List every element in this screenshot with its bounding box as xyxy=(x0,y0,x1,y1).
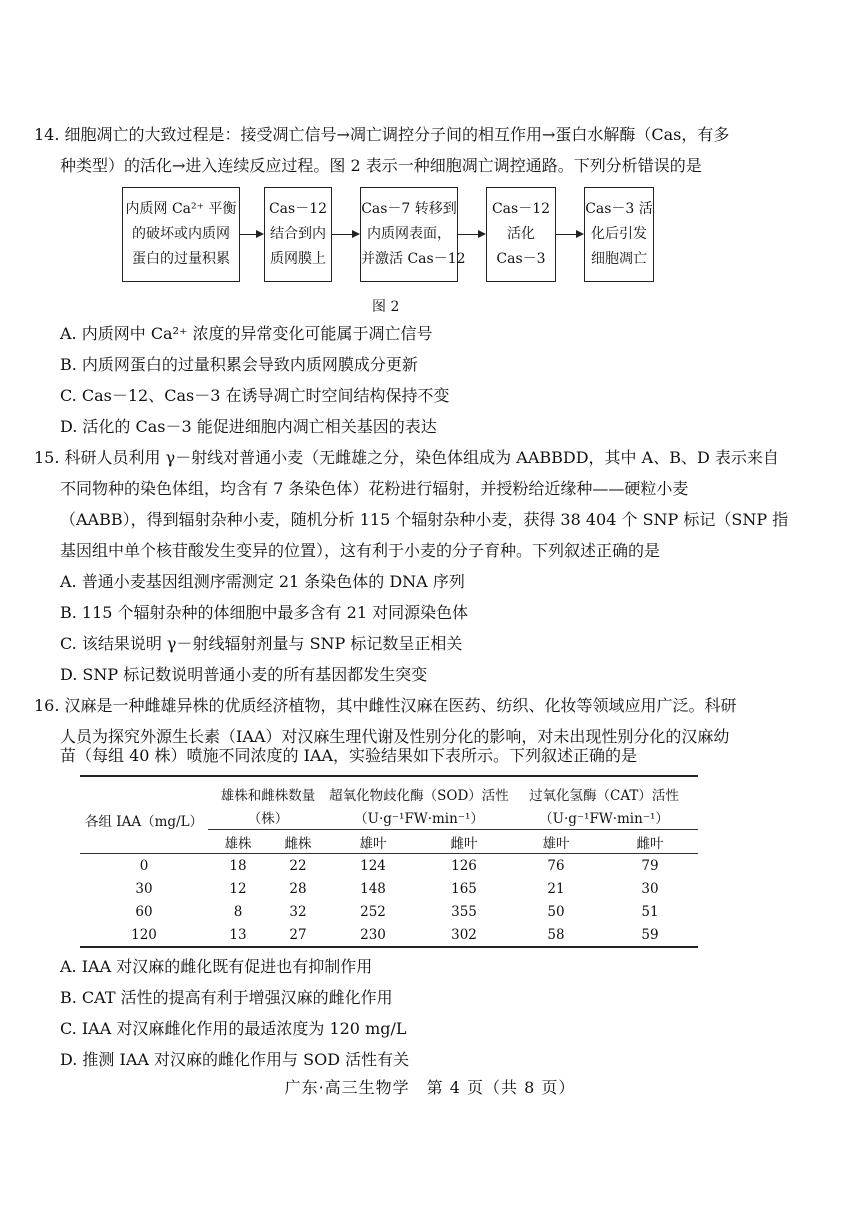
table-subheader: 雄株 xyxy=(208,830,268,854)
q15-stem-line-2: 不同物种的染色体组，均含有 7 条染色体）花粉进行辐射，并授粉给近缘种——硬粒小麦 xyxy=(60,479,689,498)
table-row xyxy=(80,877,698,900)
flow-box-1-line-1: 内质网 Ca²⁺ 平衡 xyxy=(125,201,237,217)
flow-arrow-1 xyxy=(240,234,262,235)
q14-option-c: C. Cas－12、Cas－3 在诱导凋亡时空间结构保持不变 xyxy=(60,386,450,405)
q15-option-b: B. 115 个辐射杂种的体细胞中最多含有 21 对同源染色体 xyxy=(60,603,469,622)
q16-stem-line-2: 人员为探究外源生长素（IAA）对汉麻生理代谢及性别分化的影响，对未出现性别分化的汉麻幼 xyxy=(60,727,730,746)
table-cell: 28 xyxy=(289,880,307,897)
table-cell: 50 xyxy=(547,903,565,920)
q15-option-a: A. 普通小麦基因组测序需测定 21 条染色体的 DNA 序列 xyxy=(60,572,465,591)
q14-option-a: A. 内质网中 Ca²⁺ 浓度的异常变化可能属于凋亡信号 xyxy=(60,324,433,343)
table-header-cat: 过氧化氢酶（CAT）活性 xyxy=(510,776,698,804)
flow-box-5-line-2: 化后引发 xyxy=(591,226,647,242)
table-cell: 8 xyxy=(233,903,243,920)
flow-box-2 xyxy=(264,187,332,282)
table-cell: 126 xyxy=(451,857,477,874)
table-cell: 12 xyxy=(229,880,247,897)
table-cell: 32 xyxy=(289,903,307,920)
q16-option-b: B. CAT 活性的提高有利于增强汉麻的雌化作用 xyxy=(60,988,393,1007)
q14-stem-line-1: 14. 细胞凋亡的大致过程是：接受凋亡信号→凋亡调控分子间的相互作用→蛋白水解酶（Cas，有多 xyxy=(34,125,730,144)
q15-stem-line-1: 15. 科研人员利用 γ－射线对普通小麦（无雌雄之分，染色体组成为 AABBDD，其中 A、B、D 表示来自 xyxy=(34,448,779,467)
table-cell: 59 xyxy=(602,923,698,947)
q16-option-c: C. IAA 对汉麻雌化作用的最适浓度为 120 mg/L xyxy=(60,1019,407,1038)
table-row xyxy=(80,854,698,878)
table-header-sod: 超氧化物歧化酶（SOD）活性 xyxy=(328,776,510,804)
table-row xyxy=(80,900,698,923)
flow-arrow-3 xyxy=(458,234,484,235)
table-cell: 252 xyxy=(360,903,386,920)
flow-box-1 xyxy=(122,187,240,282)
table-cell: 27 xyxy=(268,923,328,947)
q15-option-d: D. SNP 标记数说明普通小麦的所有基因都发生突变 xyxy=(60,665,428,684)
table-cell: 165 xyxy=(451,880,477,897)
figure-caption: 图 2 xyxy=(372,299,400,315)
q14-option-d: D. 活化的 Cas－3 能促进细胞内凋亡相关基因的表达 xyxy=(60,417,437,436)
q14-option-b: B. 内质网蛋白的过量积累会导致内质网膜成分更新 xyxy=(60,355,418,374)
flow-box-4-line-1: Cas－12 xyxy=(491,201,551,217)
flow-box-1-line-3: 蛋白的过量积累 xyxy=(132,251,230,267)
q15-option-c: C. 该结果说明 γ－射线辐射剂量与 SNP 标记数呈正相关 xyxy=(60,634,463,653)
flow-box-3-line-2: 内质网表面， xyxy=(367,226,451,242)
table-cell: 302 xyxy=(418,923,510,947)
flow-box-2-line-1: Cas－12 xyxy=(268,201,328,217)
flow-box-3 xyxy=(360,187,466,282)
q14-stem-line-2: 种类型）的活化→进入连续反应过程。图 2 表示一种细胞凋亡调控通路。下列分析错误的是 xyxy=(60,156,702,175)
flow-arrow-4 xyxy=(556,234,582,235)
table-cell: 18 xyxy=(229,857,247,874)
flow-box-5-line-3: 细胞凋亡 xyxy=(591,251,647,267)
table-cell: 0 xyxy=(139,857,149,874)
flow-box-5-line-1: Cas－3 活 xyxy=(585,201,653,217)
flow-box-4-line-3: Cas－3 xyxy=(496,251,546,267)
flow-arrow-2 xyxy=(332,234,358,235)
table-cell: 21 xyxy=(547,880,565,897)
flow-box-4-line-2: 活化 xyxy=(507,226,535,242)
q16-option-a: A. IAA 对汉麻的雌化既有促进也有抑制作用 xyxy=(60,957,373,976)
table-cell: 76 xyxy=(547,857,565,874)
table-cell: 30 xyxy=(641,880,659,897)
table-row xyxy=(80,923,698,947)
flow-box-1-line-2: 的破坏或内质网 xyxy=(132,226,230,242)
table-header-group: 各组 IAA（mg/L） xyxy=(80,776,208,830)
q16-stem-line-1: 16. 汉麻是一种雌雄异株的优质经济植物，其中雌性汉麻在医药、纺织、化妆等领域应用广泛。科研 xyxy=(34,696,737,715)
table-cell: 230 xyxy=(328,923,418,947)
q16-option-d: D. 推测 IAA 对汉麻的雌化作用与 SOD 活性有关 xyxy=(60,1050,410,1069)
q16-stem-line-3: 苗（每组 40 株）喷施不同浓度的 IAA，实验结果如下表所示。下列叙述正确的是 xyxy=(60,746,638,765)
table-unit-cat: （U·g⁻¹FW·min⁻¹） xyxy=(539,810,669,827)
table-cell: 13 xyxy=(208,923,268,947)
table-cell: 120 xyxy=(80,923,208,947)
table-cell: 60 xyxy=(135,903,153,920)
q15-stem-line-3: （AABB），得到辐射杂种小麦，随机分析 115 个辐射杂种小麦，获得 38 404 个 SNP 标记（SNP 指 xyxy=(60,510,789,529)
table-subheader: 雌叶 xyxy=(602,830,698,854)
table-cell: 124 xyxy=(360,857,386,874)
table-subheader: 雌株 xyxy=(268,830,328,854)
flow-box-3-line-1: Cas－7 转移到 xyxy=(361,201,457,217)
flow-box-2-line-3: 质网膜上 xyxy=(270,251,326,267)
flow-box-5 xyxy=(584,187,654,282)
table-subheader: 雄叶 xyxy=(510,830,602,854)
table-unit-sod: （U·g⁻¹FW·min⁻¹） xyxy=(354,810,484,827)
table-cell: 51 xyxy=(641,903,659,920)
table-cell: 22 xyxy=(289,857,307,874)
table-header-count: 雄株和雌株数量 xyxy=(208,776,328,804)
table-subheader-empty xyxy=(80,830,208,854)
table-subheader: 雌叶 xyxy=(418,830,510,854)
flow-box-4 xyxy=(486,187,556,282)
table-unit-count: （株） xyxy=(247,810,289,827)
flow-box-3-line-3: 并激活 Cas－12 xyxy=(361,251,466,267)
table-cell: 79 xyxy=(641,857,659,874)
table-cell: 30 xyxy=(135,880,153,897)
table-subheader: 雄叶 xyxy=(328,830,418,854)
q15-stem-line-4: 基因组中单个核苷酸发生变异的位置），这有利于小麦的分子育种。下列叙述正确的是 xyxy=(60,541,661,560)
results-table xyxy=(80,775,698,948)
table-cell: 148 xyxy=(360,880,386,897)
table-cell: 355 xyxy=(451,903,477,920)
page-footer: 广东·高三生物学 第 4 页（共 8 页） xyxy=(284,1078,576,1097)
table-cell: 58 xyxy=(510,923,602,947)
flow-box-2-line-2: 结合到内 xyxy=(270,226,326,242)
